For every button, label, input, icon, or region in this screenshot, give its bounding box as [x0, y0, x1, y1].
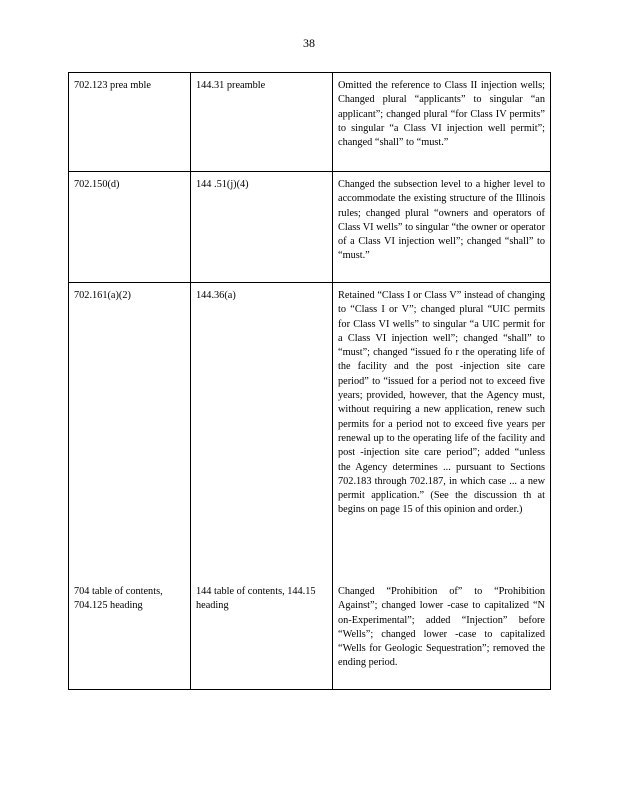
illinois-section-cell: 702.123 prea mble [69, 73, 191, 172]
change-description-cell: Retained “Class I or Class V” instead of changing to “Class I or V”; changed plural “UIC permits for Class VI wells” to singular “a UIC permit for a Class VI injection well”; changed “shall” to “must”; changed “issued fo r the operating life of the facility and the post -injection site care period” to “issued for a period not to exceed five years; provided, however, that the Agency must, without requiring a new application, renew such permits for a period not to exceed five years per renewal up to the operating life of the facility and post -injection site care period”; added “unless the Agency determines ... pursuant to Sections 702.183 through 702.187, in which case ... a new permit application.” (See the discussion th at begins on page 15 of this opinion and order.) [333, 283, 551, 582]
change-description-cell: Changed “Prohibition of” to “Prohibition Against”; changed lower -case to capitalized “N on-Experimental”; added “Injection” before “Wells”; changed lower -case to capitalized “Wells for Geologic Sequestration”; removed the ending period. [333, 581, 551, 690]
table-row [69, 73, 551, 172]
change-description-cell: Omitted the reference to Class II injection wells; Changed plural “applicants” to singular “an applicant”; changed plural “for Class IV permits” to singular “a Class VI injection well permit”; changed “shall” to “must.” [333, 73, 551, 172]
illinois-section-cell: 702.161(a)(2) [69, 283, 191, 582]
illinois-section-cell: 702.150(d) [69, 172, 191, 283]
page-number: 38 [303, 36, 315, 50]
table-row [69, 581, 551, 690]
illinois-section-cell: 704 table of contents, 704.125 heading [69, 581, 191, 690]
table-row [69, 283, 551, 582]
federal-section-cell: 144.31 preamble [191, 73, 333, 172]
table-row [69, 172, 551, 283]
federal-section-cell: 144 table of contents, 144.15 heading [191, 581, 333, 690]
federal-section-cell: 144.36(a) [191, 283, 333, 582]
amendments-table [68, 72, 551, 690]
change-description-cell: Changed the subsection level to a higher level to accommodate the existing structure of the Illinois rules; changed plural “owners and operators of Class VI wells” to singular “the owner or operator of a Class VI injection well”; changed “shall” to “must.” [333, 172, 551, 283]
federal-section-cell: 144 .51(j)(4) [191, 172, 333, 283]
